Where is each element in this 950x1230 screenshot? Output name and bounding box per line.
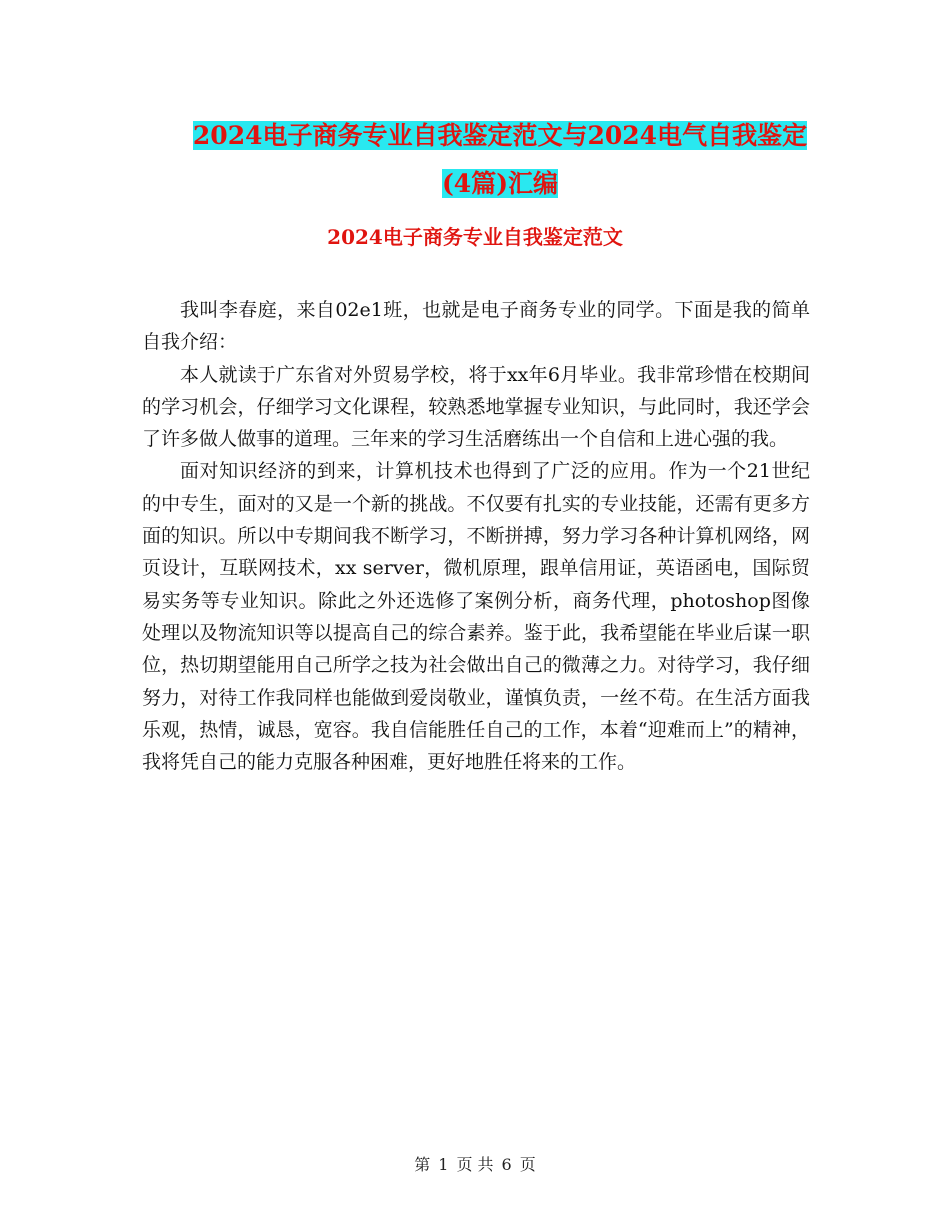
paragraph-skills: 面对知识经济的到来，计算机技术也得到了广泛的应用。作为一个21世纪的中专生，面对的又是一个新的挑战。不仅要有扎实的专业技能，还需有更多方面的知识。所以中专期间我不断学习，不断拼搏，努力学习各种计算机网络，网页设计，互联网技术，xx server，微机原理，跟单信用证，英语函电，国际贸易实务等专业知识。除此之外还选修了案例分析，商务代理，photoshop图像处理以及物流知识等以提高自己的综合素养。鉴于此，我希望能在毕业后谋一职位，热切期望能用自己所学之技为社会做出自己的微薄之力。对待学习，我仔细努力，对待工作我同样也能做到爱岗敬业，谨慎负责，一丝不苟。在生活方面我乐观，热情，诚恳，宽容。我自信能胜任自己的工作，本着“迎难而上”的精神，我将凭自己的能力克服各种困难，更好地胜任将来的工作。: [142, 460, 810, 774]
footer-total-pages: 6: [501, 1155, 512, 1174]
footer-suffix: 页: [519, 1155, 536, 1174]
section-title: 2024电子商务专业自我鉴定范文: [327, 225, 623, 249]
document-title-line-2: (4篇)汇编: [441, 169, 559, 198]
footer-prefix: 第: [414, 1155, 431, 1174]
footer-mid: 页 共: [456, 1155, 494, 1174]
footer-current-page: 1: [438, 1155, 449, 1174]
document-title: [140, 112, 860, 208]
document-title-line-1: 2024电子商务专业自我鉴定范文与2024电气自我鉴定: [192, 121, 808, 150]
paragraph-school: 本人就读于广东省对外贸易学校，将于xx年6月毕业。我非常珍惜在校期间的学习机会，仔细学习文化课程，较熟悉地掌握专业知识，与此同时，我还学会了许多做人做事的道理。三年来的学习生活磨练出一个自信和上进心强的我。: [142, 363, 810, 451]
document-body: [142, 294, 810, 778]
paragraph-intro: 我叫李春庭，来自02e1班，也就是电子商务专业的同学。下面是我的简单自我介绍：: [142, 299, 810, 354]
page-footer: [0, 1152, 950, 1175]
